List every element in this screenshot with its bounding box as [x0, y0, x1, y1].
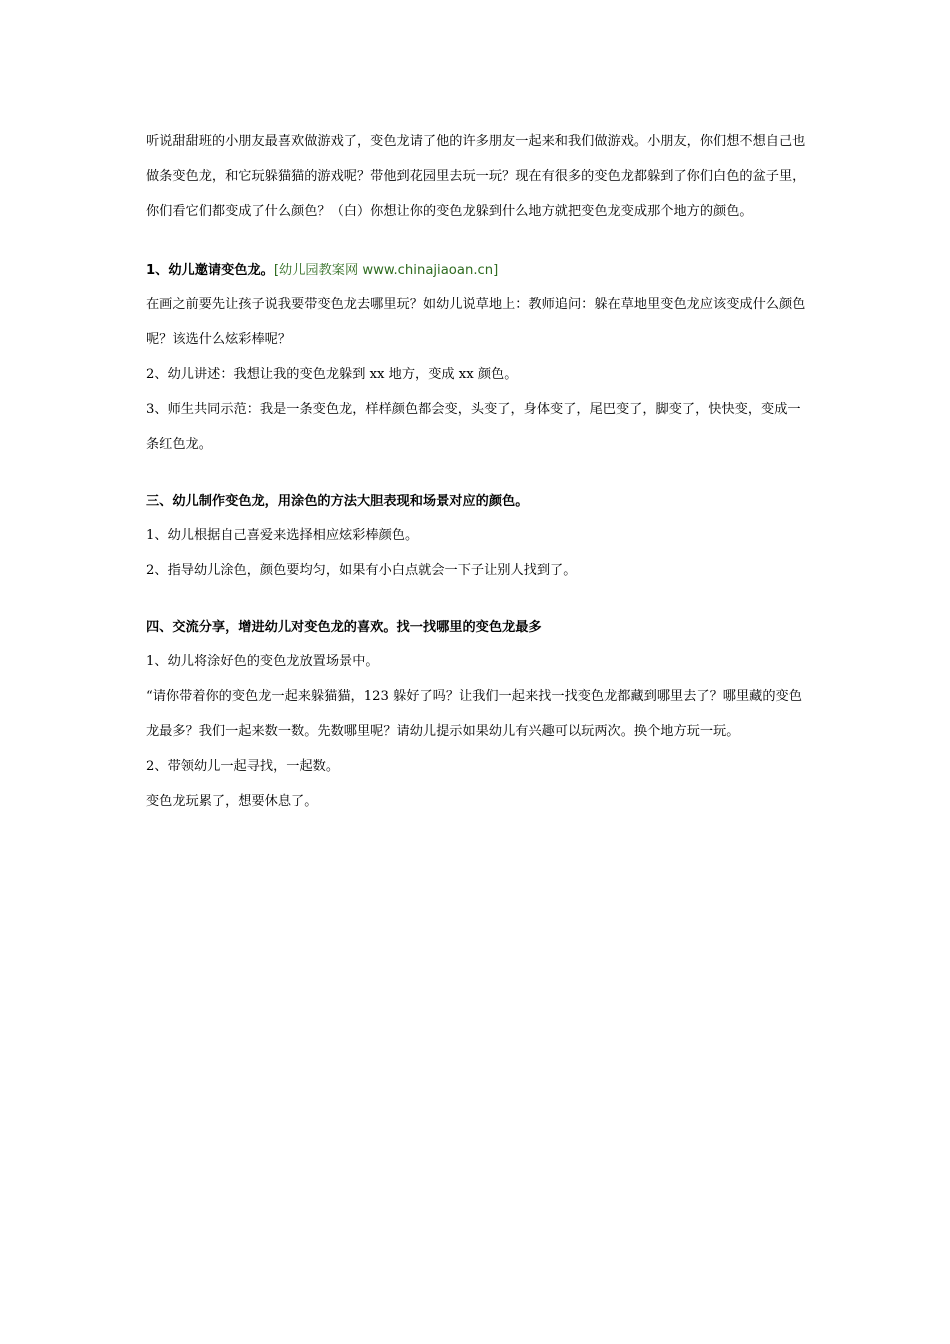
link-open-bracket: [: [273, 263, 280, 278]
spacer: [146, 588, 810, 612]
section3-paragraph-2: 2、指导幼儿涂色，颜色要均匀，如果有小白点就会一下子让别人找到了。: [146, 563, 577, 578]
spacer: [146, 462, 810, 486]
section4-heading: 四、交流分享，增进幼儿对变色龙的喜欢。找一找哪里的变色龙最多: [146, 620, 542, 635]
section4-paragraph-3: 2、带领幼儿一起寻找，一起数。: [146, 759, 340, 774]
section1-paragraph-3: 3、师生共同示范：我是一条变色龙，样样颜色都会变，头变了，身体变了，尾巴变了，脚变了，快快变，变成一条红色龙。: [146, 402, 801, 452]
section1-heading: 1、幼儿邀请变色龙。: [146, 263, 274, 278]
link-close-bracket: ]: [493, 263, 499, 278]
section3-paragraph-1: 1、幼儿根据自己喜爱来选择相应炫彩棒颜色。: [146, 528, 419, 543]
section1-paragraph-2: 2、幼儿讲述：我想让我的变色龙躲到 xx 地方，变成 xx 颜色。: [146, 367, 518, 382]
spacer: [146, 229, 810, 255]
section4-paragraph-4: 变色龙玩累了，想要休息了。: [146, 794, 318, 809]
section1-paragraph-1: 在画之前要先让孩子说我要带变色龙去哪里玩？如幼儿说草地上：教师追问：躲在草地里变色龙应该变成什么颜色呢？该选什么炫彩棒呢？: [146, 297, 806, 347]
intro-paragraph: 听说甜甜班的小朋友最喜欢做游戏了，变色龙请了他的许多朋友一起来和我们做游戏。小朋友，你们想不想自己也做条变色龙，和它玩躲猫猫的游戏呢？带他到花园里去玩一玩？现在有很多的变色龙都躲到了你们白色的盆子里，你们看它们都变成了什么颜色？（白）你想让你的变色龙躲到什么地方就把变色龙变成那个地方的颜色。: [146, 134, 806, 219]
section3-heading: 三、幼儿制作变色龙，用涂色的方法大胆表现和场景对应的颜色。: [146, 494, 529, 509]
section4-paragraph-1: 1、幼儿将涂好色的变色龙放置场景中。: [146, 654, 379, 669]
section1-heading-line: [146, 255, 810, 287]
document-page: [146, 124, 810, 819]
section4-paragraph-2: “请你带着你的变色龙一起来躲猫猫，123 躲好了吗？让我们一起来找一找变色龙都藏到哪里去了？哪里藏的变色龙最多？我们一起来数一数。先数哪里呢？请幼儿提示如果幼儿有兴趣可以玩两次。换个地方玩一玩。: [146, 689, 802, 739]
source-link[interactable]: 幼儿园教案网 www.chinajiaoan.cn: [279, 263, 494, 278]
